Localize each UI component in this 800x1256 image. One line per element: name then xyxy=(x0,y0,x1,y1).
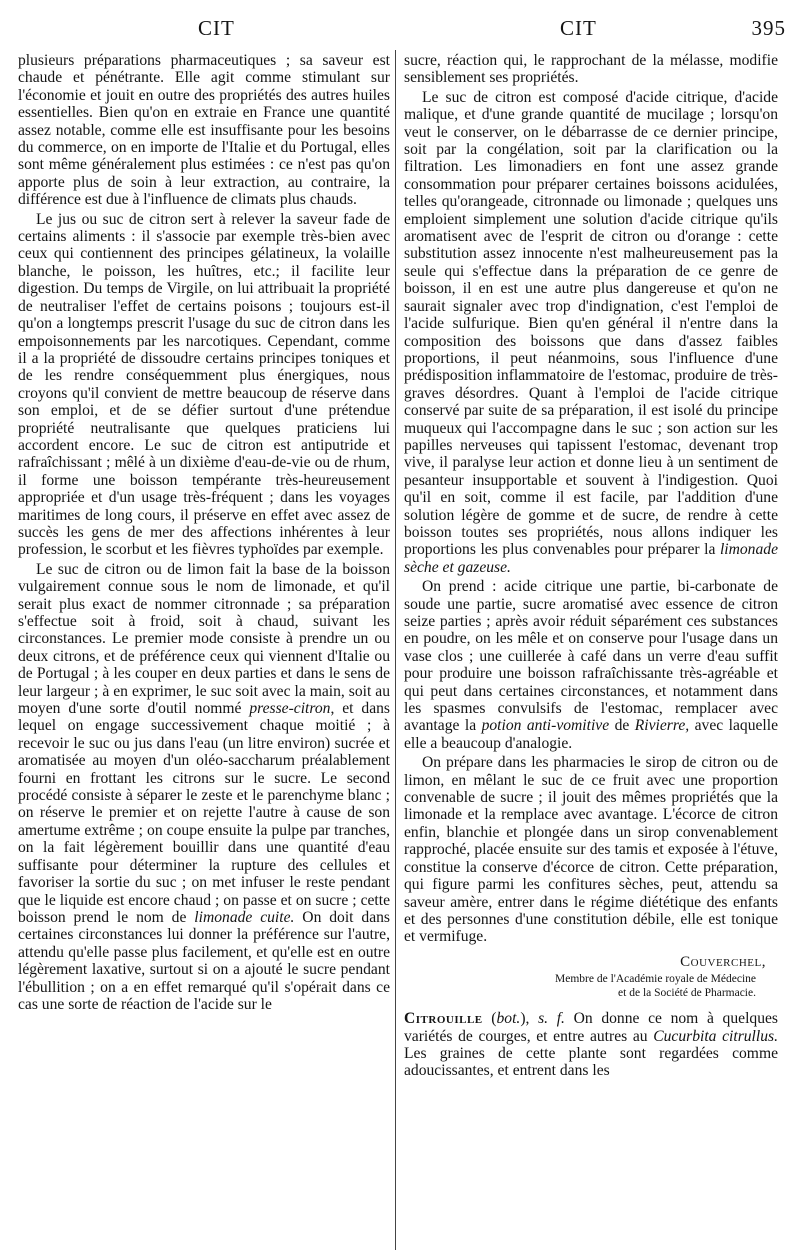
text-run: ), xyxy=(520,1010,539,1028)
italic-term: Cucurbita citrullus. xyxy=(653,1027,778,1045)
paragraph xyxy=(18,561,390,1014)
text-run: Le suc de citron est composé d'acide citrique, d'acide malique, et d'une grande quantité de mucilage ; lorsqu'on veut le conserver, on le débarrasse de ce dernier principe, soit par la congélation, soit par la clarification ou la filtration. Les limonadiers en font une assez grande consommation pour préparer certaines boissons acidulées, telles qu'orangeade, citronnade ou limonade ; quelques uns emploient simplement une solution d'acide citrique qu'ils aromatisent avec de l'esprit de citron ou d'orange : cette substitution assez innocente n'est malheureusement pas la seule qui s'effectue dans la préparation de ce genre de boisson, il en est une autre plus dangereuse et qu'on ne saurait signaler avec trop d'indignation, c'est l'emploi de l'acide sulfurique. Bien qu'en général il n'entre dans la composition des boissons que dans d'assez faibles proportions, il peut néanmoins, sous l'influence d'une prédisposition inflammatoire de l'estomac, produire de très-graves désordres. Quant à l'emploi de l'acide citrique conservé par suite de sa préparation, il est isolé du principe muqueux qui l'accompagne dans le suc ; son action sur les papilles nerveuses qui tapissent l'estomac, devenant trop vive, il paralyse leur action et donne lieu à un sentiment de pesanteur insupportable et souvent à l'indigestion. Quoi qu'il en soit, comme il est facile, par l'addition d'une solution légère de gomme et de sucre, de rendre à cette boisson toutes ses propriétés, nous allons indiquer les proportions les plus convenables pour préparer la xyxy=(404,88,778,559)
paragraph: plusieurs préparations pharmaceutiques ; sa saveur est chaude et pénétrante. Elle agit comme stimulant sur l'économie et jouit en outre des propriétés des autres huiles essentielles. Bien qu'on en extraie en France une quantité assez notable, comme elle est insuffisante pour les besoins du commerce, on en importe de l'Italie et du Portugal, elles sont même généralement plus estimées : ce n'est pas qu'on apporte plus de soin à leur extraction, au contraire, la différence est due à l'influence de climats plus chauds. xyxy=(18,52,390,209)
text-run: Le suc de citron ou de limon fait la base de la boisson vulgairement connue sous le nom de limonade, et qu'il serait plus exact de nommer citronnade ; sa préparation s'effectue soit à froid, soit à chaud, suivant les circonstances. Le premier mode consiste à prendre un ou deux citrons, et de préférence ceux qui viennent d'Italie ou de Portugal ; à les couper en deux parties et dans le sens de leur largeur ; à en exprimer, le suc soit avec la main, soit au moyen d'une sorte d'outil nommé xyxy=(18,560,390,718)
paragraph xyxy=(404,89,778,576)
italic-term: limonade sèche et gazeuse. xyxy=(404,541,778,576)
italic-term: s. f. xyxy=(538,1010,565,1028)
right-column xyxy=(404,52,778,1082)
italic-term: presse-citron xyxy=(249,700,331,718)
italic-term: Rivierre, xyxy=(634,717,690,735)
entry-headword: Citrouille xyxy=(404,1010,483,1028)
author-affiliation xyxy=(404,972,756,1000)
text-run: On doit dans certaines circonstances lui donner la préférence sur l'autre, attendu qu'elle passe plus facilement, et qu'elle est en outre légèrement laxative, surtout si on a ajouté le sucre pendant l'ébullition ; on a en effet remarqué qu'il s'opérait dans ce cas une sorte de réaction de l'acide sur le xyxy=(18,908,390,1013)
affiliation-line: Membre de l'Académie royale de Médecine xyxy=(555,973,756,986)
affiliation-line: et de la Société de Pharmacie. xyxy=(618,987,756,1000)
italic-term: limonade cuite. xyxy=(194,908,295,926)
text-run: , et dans lequel on engage successivement chaque moitié ; à recevoir le suc ou jus dans l'eau (un litre environ) sucrée et aromatisée au moyen d'un oléo-saccharum préalablement fourni en frottant les citrons sur le sucre. Le second procédé consiste à séparer le zeste et le parenchyme blanc ; on réserve le premier et on rejette l'autre à cause de son amertume extrême ; on coupe ensuite la pulpe par tranches, on la fait légèrement bouillir dans une quantité d'eau suffisante pour déterminer la rupture des cellules et favoriser la sortie du suc ; on met infuser le reste pendant que le liquide est encore chaud ; on passe et on sucre ; cette boisson prend le nom de xyxy=(18,700,390,926)
text-run: avec laquelle elle a beaucoup d'analogie. xyxy=(404,717,778,752)
dictionary-entry xyxy=(404,1010,778,1080)
paragraph: Le jus ou suc de citron sert à relever la saveur fade de certains aliments : il s'associe par exemple très-bien avec ceux qui contiennent des principes gélatineux, la volaille blanche, le poisson, les huîtres, etc.; il facilite leur digestion. Du temps de Virgile, on lui attribuait la propriété de neutraliser l'effet de certains poisons ; toujours est-il qu'on a longtemps prescrit l'usage du suc de citron dans les empoisonnements par les narcotiques. Cependant, comme il a la propriété de dissoudre certains principes toniques et de les rendre conséquemment plus énergiques, nous croyons qu'il convient de mettre beaucoup de réserve dans son emploi, et de se défier surtout d'une prétendue propriété neutralisante que quelques praticiens lui accordent encore. Le suc de citron est antiputride et rafraîchissant ; mêlé à un dixième d'eau-de-vie ou de rhum, il forme une boisson tempérante très-heureusement appropriée et d'un usage très-fréquent ; dans les voyages maritimes de long cours, il préserve en effet avec assez de succès les gens de mer des affections inhérentes à leur profession, le scorbut et les fièvres typhoïdes par exemple. xyxy=(18,210,390,559)
text-run: Les graines de cette plante sont regardées comme adoucissantes, et entrent dans les xyxy=(404,1044,778,1080)
author-signature: Couverchel, xyxy=(680,953,766,970)
text-run: On prend : acide citrique une partie, bi-carbonate de soude une partie, sucre aromatisé avec essence de citron seize parties ; après avoir réduit séparément ces substances en poudre, on les mêle et on conserve pour l'usage dans un vase clos ; une cuillerée à café dans un verre d'eau suffit pour produire une boisson rafraîchissante très-agréable et qui peut dans certaines circonstances, et notamment dans les spasmes convulsifs de l'estomac, remplacer avec avantage la xyxy=(404,578,778,735)
text-run: ( xyxy=(482,1010,497,1028)
italic-term: bot. xyxy=(496,1010,521,1028)
running-head-right: CIT xyxy=(560,16,597,40)
paragraph: On prépare dans les pharmacies le sirop de citron ou de limon, en mêlant le suc de ce fruit avec une proportion convenable de sucre ; il jouit des mêmes propriétés que la limonade et la remplace avec avantage. L'écorce de citron enfin, blanchie et plongée dans un sirop convenablement rapproché, placée ensuite sur des tamis et exposée à l'étuve, constitue la conserve d'écorce de citron. Cette préparation, qui figure parmi les confitures sèches, peut, attendu sa saveur amère, entrer dans le régime diététique des enfants et des personnes d'une constitution débile, elle est tonique et vermifuge. xyxy=(404,754,778,946)
page-number: 395 xyxy=(751,16,786,40)
left-column xyxy=(18,52,390,1015)
text-run: On donne ce nom à quelques variétés de courges, et entre autres au xyxy=(404,1010,778,1045)
italic-term: potion anti-vomitive xyxy=(481,717,610,735)
text-run: de xyxy=(609,717,635,735)
paragraph: sucre, réaction qui, le rapprochant de la mélasse, modifie sensiblement ses propriétés. xyxy=(404,52,778,87)
running-head-left: CIT xyxy=(198,16,235,40)
paragraph xyxy=(404,578,778,752)
column-divider xyxy=(395,50,396,1250)
